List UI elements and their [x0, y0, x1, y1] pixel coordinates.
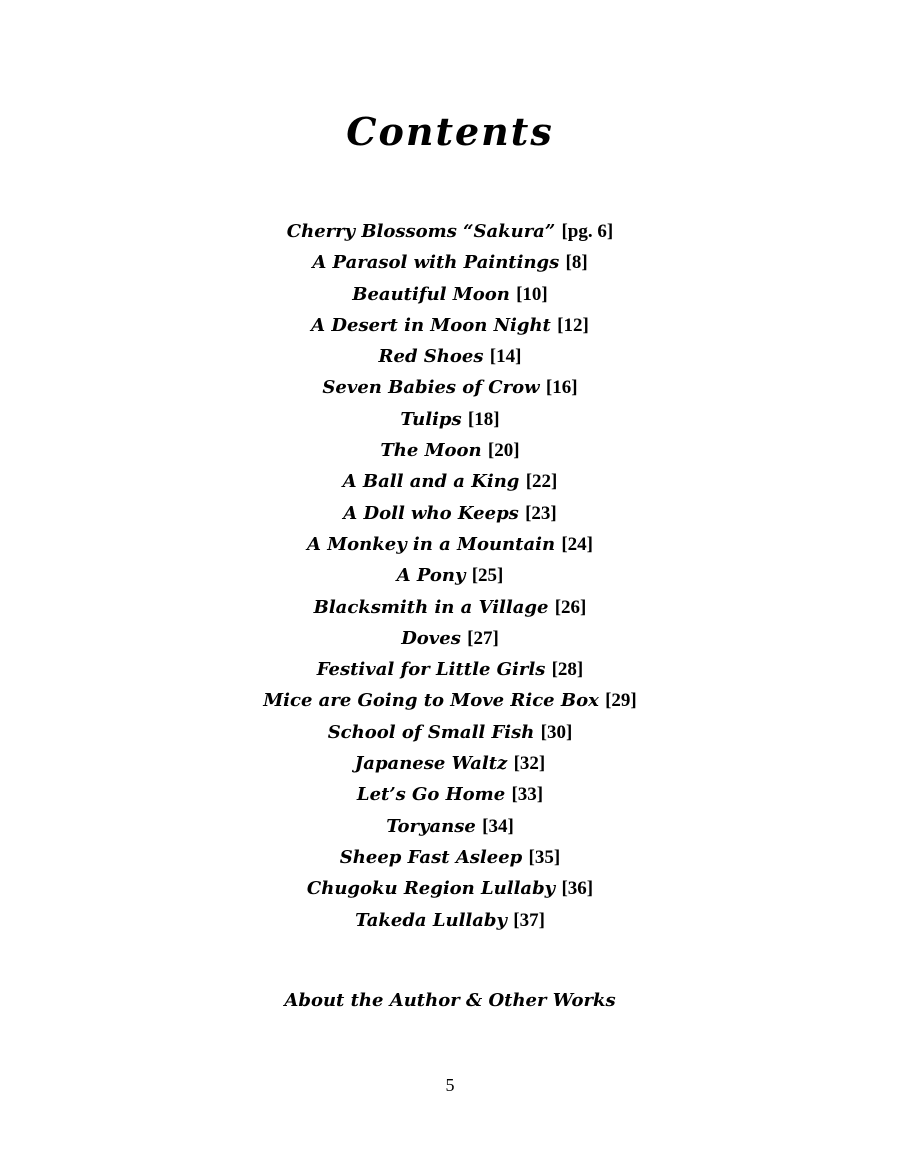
- toc-entry-page: [28]: [551, 659, 584, 681]
- toc-entry-title: A Pony: [396, 565, 466, 587]
- toc-entry-page: [33]: [511, 784, 544, 806]
- toc-entry-page: [25]: [471, 565, 504, 587]
- toc-entry: [0, 247, 900, 278]
- toc-entry-title: Let’s Go Home: [356, 784, 506, 806]
- toc-entry-title: Toryanse: [386, 815, 476, 837]
- page-number: 5: [445, 1075, 455, 1095]
- toc-entry-title: The Moon: [380, 440, 482, 462]
- toc-entry: [0, 717, 900, 748]
- toc-entry-page: [36]: [561, 878, 594, 900]
- toc-entry-page: [8]: [565, 252, 588, 274]
- toc-entry-title: A Doll who Keeps: [343, 502, 519, 524]
- toc-entry: [0, 341, 900, 372]
- toc-entry-page: [30]: [540, 721, 573, 743]
- toc-entry: [0, 685, 900, 716]
- table-of-contents: [0, 216, 900, 936]
- toc-entry: [0, 592, 900, 623]
- toc-entry-title: A Parasol with Paintings: [312, 252, 560, 274]
- toc-entry: [0, 498, 900, 529]
- toc-entry-title: A Monkey in a Mountain: [307, 533, 556, 555]
- toc-entry-page: [16]: [545, 377, 578, 399]
- toc-entry-title: Tulips: [400, 408, 462, 430]
- toc-entry-title: Chugoku Region Lullaby: [306, 878, 556, 900]
- toc-entry-page: [24]: [561, 533, 593, 555]
- toc-entry: [0, 372, 900, 403]
- toc-entry-page: [37]: [513, 909, 545, 931]
- toc-entry-page: [22]: [525, 471, 558, 493]
- toc-entry-page: [10]: [516, 283, 548, 305]
- page-title: Contents: [346, 109, 554, 154]
- toc-entry: [0, 748, 900, 779]
- toc-entry-title: Blacksmith in a Village: [313, 596, 549, 618]
- toc-entry: [0, 216, 900, 247]
- toc-entry-title: Takeda Lullaby: [355, 909, 507, 931]
- toc-entry-title: Sheep Fast Asleep: [339, 846, 523, 868]
- toc-entry-title: School of Small Fish: [327, 721, 535, 743]
- toc-entry-page: [35]: [528, 846, 561, 868]
- toc-entry: [0, 529, 900, 560]
- toc-entry: [0, 842, 900, 873]
- about-author-heading: About the Author & Other Works: [284, 990, 616, 1011]
- toc-entry-title: Mice are Going to Move Rice Box: [263, 690, 599, 712]
- toc-entry-page: [14]: [489, 346, 522, 368]
- toc-entry-title: Seven Babies of Crow: [322, 377, 540, 399]
- toc-entry-page: [18]: [467, 408, 500, 430]
- toc-entry: [0, 560, 900, 591]
- toc-entry-page: [23]: [525, 502, 557, 524]
- toc-entry-title: Red Shoes: [378, 346, 484, 368]
- toc-entry: [0, 623, 900, 654]
- toc-entry: [0, 905, 900, 936]
- toc-entry-page: [27]: [467, 627, 499, 649]
- toc-entry-title: A Ball and a King: [342, 471, 520, 493]
- toc-entry-title: Cherry Blossoms “Sakura”: [286, 221, 556, 242]
- toc-entry-title: Festival for Little Girls: [316, 659, 546, 681]
- toc-entry: [0, 310, 900, 341]
- toc-entry: [0, 779, 900, 810]
- toc-entry-page: [12]: [557, 314, 589, 336]
- toc-entry-title: Doves: [401, 627, 461, 649]
- toc-entry: [0, 811, 900, 842]
- toc-entry-page: [29]: [605, 690, 637, 712]
- toc-entry-page: [20]: [487, 440, 520, 462]
- toc-entry-page: [32]: [513, 753, 546, 775]
- toc-entry: [0, 435, 900, 466]
- toc-entry: [0, 404, 900, 435]
- toc-entry-title: Beautiful Moon: [352, 283, 510, 305]
- toc-entry: [0, 654, 900, 685]
- toc-entry: [0, 279, 900, 310]
- toc-entry-page: [34]: [482, 815, 514, 837]
- toc-entry: [0, 466, 900, 497]
- toc-entry-title: A Desert in Moon Night: [311, 314, 551, 336]
- toc-entry-title: Japanese Waltz: [354, 753, 508, 775]
- toc-entry-page: [pg. 6]: [561, 221, 614, 242]
- toc-entry: [0, 873, 900, 904]
- toc-entry-page: [26]: [554, 596, 587, 618]
